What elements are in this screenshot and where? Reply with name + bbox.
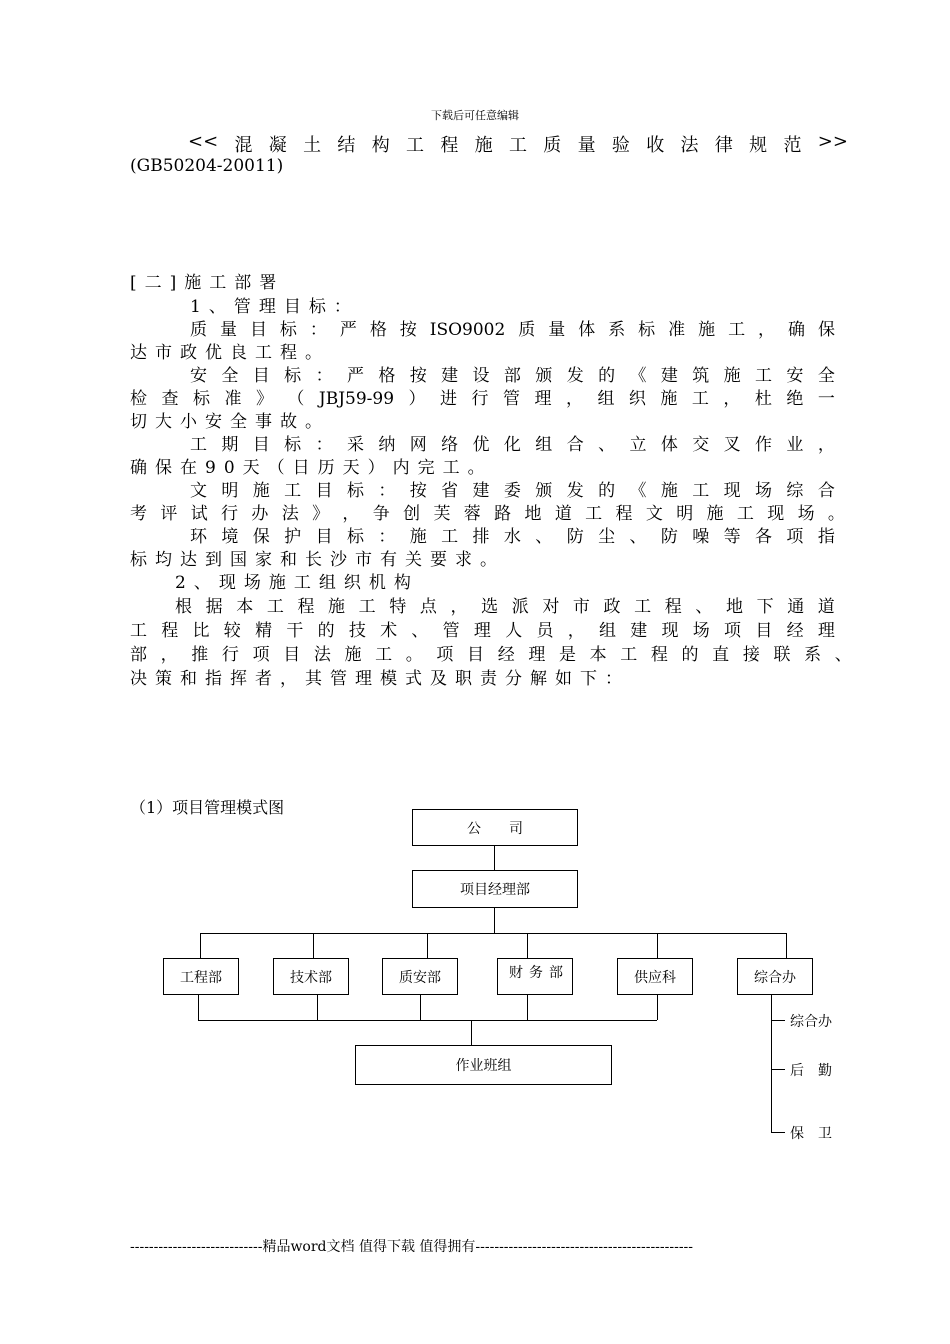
connector-line: [657, 995, 658, 1020]
text-token: 综: [786, 481, 804, 501]
text-token: 结: [337, 135, 356, 156]
text-token: 项: [252, 645, 270, 665]
text-token: ）: [408, 389, 426, 409]
sub-item-security: 保 卫: [790, 1126, 832, 1142]
environment-goal-line-2: 标均达到国家和长沙市有关要求。: [130, 550, 505, 570]
text-token: 工: [692, 481, 710, 501]
text-token: 混: [234, 135, 253, 156]
text-token: ，: [817, 435, 835, 455]
text-token: 》: [312, 504, 330, 524]
text-token: 理: [534, 389, 552, 409]
text-token: 标: [346, 481, 364, 501]
text-token: 工: [634, 597, 652, 617]
text-token: 派: [511, 597, 529, 617]
text-token: 联: [773, 645, 791, 665]
text-token: 施: [723, 366, 741, 386]
safety-goal-line-3: 切大小安全事故。: [130, 412, 330, 432]
text-token: 保: [817, 320, 835, 340]
text-token: ：: [378, 527, 396, 547]
text-token: 范: [783, 135, 802, 156]
text-token: 严: [339, 320, 357, 340]
text-token: 理: [473, 621, 491, 641]
text-token: 据: [205, 597, 223, 617]
environment-goal-line-1: [190, 526, 835, 549]
text-token: 尘: [598, 527, 616, 547]
text-token: 全: [817, 366, 835, 386]
text-token: 环: [190, 527, 207, 547]
text-token: 杜: [754, 389, 772, 409]
connector-line: [427, 933, 428, 958]
text-token: 工: [691, 389, 709, 409]
text-token: 部: [130, 645, 147, 665]
text-token: 的: [598, 481, 616, 501]
text-token: 管: [442, 621, 460, 641]
text-token: 芙: [433, 504, 451, 524]
text-token: 量: [548, 320, 566, 340]
connector-line: [494, 908, 495, 933]
text-token: ，: [567, 621, 585, 641]
department-bus-line: [200, 933, 786, 934]
text-token: 程: [161, 621, 179, 641]
text-token: ：: [378, 481, 396, 501]
text-token: 本: [589, 645, 607, 665]
connector-line: [317, 995, 318, 1020]
text-token: 》: [255, 389, 273, 409]
text-token: 优: [472, 435, 490, 455]
text-token: 现: [723, 481, 741, 501]
connector-line: [200, 933, 201, 958]
safety-goal-line-1: [190, 365, 835, 388]
text-token: 全: [221, 366, 239, 386]
text-token: 理: [528, 645, 546, 665]
text-token: 工: [266, 597, 284, 617]
schedule-goal-line-1: [190, 434, 835, 457]
connector-line: [657, 933, 658, 958]
text-token: 目: [252, 366, 270, 386]
dept-general-office-box: 综合办: [737, 958, 813, 995]
text-token: 场: [692, 621, 710, 641]
text-token: 确: [788, 320, 805, 340]
text-token: 施: [252, 481, 270, 501]
text-token: 建: [441, 366, 459, 386]
text-token: 文: [645, 504, 663, 524]
text-token: 是: [558, 645, 576, 665]
text-token: 路: [494, 504, 512, 524]
civilized-goal-line-2: [130, 503, 845, 526]
text-token: 合: [566, 435, 584, 455]
text-token: 等: [723, 527, 741, 547]
text-token: 经: [786, 621, 804, 641]
text-token: 管: [502, 389, 520, 409]
text-token: 道: [817, 597, 835, 617]
text-token: 施: [474, 135, 493, 156]
text-token: ISO9002: [429, 320, 506, 340]
text-token: 评: [160, 504, 178, 524]
goals-heading: 1、管理目标：: [190, 297, 359, 317]
text-token: JBJ59-99: [318, 389, 395, 409]
text-token: 程: [664, 597, 682, 617]
text-token: 行: [221, 504, 239, 524]
text-token: ，: [723, 389, 741, 409]
text-token: 进: [440, 389, 458, 409]
text-token: 工: [190, 435, 207, 455]
text-token: 工: [358, 597, 376, 617]
text-token: 现: [661, 621, 679, 641]
text-token: 目: [249, 320, 267, 340]
text-token: 纳: [378, 435, 396, 455]
text-token: 安: [786, 366, 804, 386]
text-token: 明: [221, 481, 239, 501]
text-token: 下: [756, 597, 774, 617]
text-token: 的: [317, 621, 335, 641]
text-token: ，: [758, 320, 776, 340]
dept-technical-box: 技术部: [273, 958, 349, 995]
text-token: 验: [611, 135, 630, 156]
text-token: 体: [660, 435, 678, 455]
connector-line: [527, 995, 528, 1020]
text-token: 法: [680, 135, 699, 156]
text-token: 防: [660, 527, 678, 547]
text-token: 采: [346, 435, 364, 455]
page-footer: ----------------------------精品word文档 值得下载 值得拥有----------------------------------------------: [130, 1239, 694, 1255]
text-token: 、: [598, 435, 616, 455]
text-token: 发: [566, 366, 584, 386]
text-token: 创: [403, 504, 421, 524]
text-token: 建: [630, 621, 648, 641]
text-token: 噪: [692, 527, 710, 547]
text-token: 工: [284, 481, 302, 501]
text-token: 安: [190, 366, 207, 386]
text-token: 法: [281, 504, 299, 524]
org-heading: 2、现场施工组织机构: [175, 573, 419, 593]
text-token: 网: [409, 435, 427, 455]
text-token: （: [287, 389, 305, 409]
text-token: 质: [518, 320, 536, 340]
text-token: 律: [714, 135, 733, 156]
text-token: 构: [371, 135, 390, 156]
text-token: 地: [725, 597, 743, 617]
text-token: 境: [221, 527, 239, 547]
text-token: 筑: [692, 366, 710, 386]
text-token: ，: [450, 597, 468, 617]
text-token: 络: [441, 435, 459, 455]
text-token: 组: [598, 621, 616, 641]
text-token: 组: [597, 389, 615, 409]
text-token: 项: [786, 527, 804, 547]
text-token: 目: [755, 621, 773, 641]
work-team-box: 作业班组: [355, 1045, 612, 1085]
text-token: 文: [190, 481, 207, 501]
text-token: 工: [755, 366, 773, 386]
page-header: 下载后可任意编辑: [431, 109, 519, 122]
text-token: 施: [698, 320, 716, 340]
text-token: 期: [221, 435, 239, 455]
text-token: 争: [372, 504, 390, 524]
text-token: 通: [787, 597, 805, 617]
text-token: 、: [411, 621, 429, 641]
text-token: 施: [409, 527, 427, 547]
text-token: 颁: [535, 366, 553, 386]
standard-code: (GB50204-20011): [130, 156, 284, 176]
text-token: 量: [219, 320, 237, 340]
text-token: 地: [524, 504, 542, 524]
text-token: ：: [309, 320, 327, 340]
text-token: 试: [190, 504, 208, 524]
text-token: 、: [535, 527, 553, 547]
text-token: 叉: [723, 435, 741, 455]
text-token: 立: [629, 435, 647, 455]
text-token: 施: [706, 504, 724, 524]
text-token: 水: [503, 527, 521, 547]
sub-item-logistics: 后 勤: [790, 1063, 832, 1079]
text-token: 的: [598, 366, 616, 386]
text-token: <<: [188, 131, 219, 152]
text-token: 项: [724, 621, 742, 641]
text-token: 省: [441, 481, 459, 501]
text-token: 部: [503, 366, 521, 386]
text-token: 目: [315, 481, 333, 501]
text-token: 目: [252, 435, 270, 455]
text-token: 项: [436, 645, 454, 665]
text-token: 目: [283, 645, 301, 665]
text-token: 建: [472, 481, 490, 501]
text-token: 收: [646, 135, 665, 156]
text-token: 理: [817, 621, 835, 641]
text-token: 选: [481, 597, 499, 617]
text-token: 干: [286, 621, 304, 641]
text-token: 。: [405, 645, 423, 665]
text-token: 格: [378, 366, 396, 386]
safety-goal-line-2: [130, 388, 835, 411]
text-token: 场: [755, 481, 773, 501]
text-token: 质: [190, 320, 207, 340]
text-token: 、: [695, 597, 713, 617]
connector-line: [313, 933, 314, 958]
text-token: 的: [681, 645, 699, 665]
text-token: ：: [315, 435, 333, 455]
project-manager-box: 项目经理部: [412, 870, 578, 908]
text-token: 化: [503, 435, 521, 455]
text-token: 建: [660, 366, 678, 386]
text-token: 接: [742, 645, 760, 665]
text-token: 标: [192, 389, 210, 409]
text-token: 按: [409, 366, 427, 386]
text-token: 发: [566, 481, 584, 501]
text-token: 。: [827, 504, 845, 524]
text-token: 办: [251, 504, 269, 524]
org-paragraph-line-1: [175, 596, 835, 619]
org-paragraph-line-4: 决策和指挥者，其管理模式及职责分解如下：: [130, 669, 630, 689]
text-token: 排: [472, 527, 490, 547]
text-token: 法: [313, 645, 331, 665]
text-token: 根: [175, 597, 192, 617]
text-token: 质: [543, 135, 562, 156]
text-token: 施: [344, 645, 362, 665]
text-token: 量: [577, 135, 596, 156]
section-heading: [二]施工部署: [130, 273, 285, 293]
text-token: 行: [221, 645, 239, 665]
text-token: 土: [303, 135, 322, 156]
text-token: 直: [712, 645, 730, 665]
text-token: 严: [346, 366, 364, 386]
text-token: 程: [650, 645, 668, 665]
schedule-goal-line-2: 确保在90天（日历天）内完工。: [130, 458, 493, 478]
text-token: 特: [389, 597, 407, 617]
connector-line: [771, 1132, 785, 1133]
text-token: 一: [817, 389, 835, 409]
text-token: 经: [497, 645, 515, 665]
connector-line: [471, 1020, 472, 1045]
text-token: 准: [224, 389, 242, 409]
text-token: 明: [676, 504, 694, 524]
text-token: >>: [817, 131, 848, 152]
text-token: 程: [615, 504, 633, 524]
text-token: 术: [380, 621, 398, 641]
text-token: 标: [638, 320, 656, 340]
connector-line: [771, 1069, 785, 1070]
text-token: 目: [315, 527, 333, 547]
text-token: 程: [440, 135, 459, 156]
text-token: 施: [660, 481, 678, 501]
text-token: 工: [375, 645, 393, 665]
text-token: 、: [834, 645, 852, 665]
text-token: 绝: [786, 389, 804, 409]
text-token: 格: [369, 320, 387, 340]
text-token: 工: [406, 135, 425, 156]
text-token: 市: [572, 597, 590, 617]
text-token: 工: [620, 645, 638, 665]
text-token: 标: [279, 320, 297, 340]
company-box: 公 司: [412, 809, 578, 846]
text-token: 织: [628, 389, 646, 409]
text-token: 较: [223, 621, 241, 641]
text-token: 比: [192, 621, 210, 641]
text-token: 按: [409, 481, 427, 501]
text-token: 工: [508, 135, 527, 156]
text-token: 检: [130, 389, 147, 409]
text-token: 护: [284, 527, 302, 547]
text-token: 本: [236, 597, 254, 617]
text-token: 蓉: [463, 504, 481, 524]
text-token: 考: [130, 504, 147, 524]
connector-line: [771, 1020, 785, 1021]
text-token: 《: [629, 366, 647, 386]
text-token: 道: [554, 504, 572, 524]
text-token: 、: [629, 527, 647, 547]
text-token: 交: [692, 435, 710, 455]
dept-finance-box: 财务部: [497, 958, 573, 995]
text-token: 设: [472, 366, 490, 386]
text-token: 查: [161, 389, 179, 409]
text-token: 点: [419, 597, 437, 617]
text-token: 施: [660, 389, 678, 409]
dept-quality-safety-box: 质安部: [382, 958, 458, 995]
text-token: 政: [603, 597, 621, 617]
connector-line: [420, 995, 421, 1020]
text-token: 现: [767, 504, 785, 524]
text-token: 指: [817, 527, 835, 547]
text-token: 目: [467, 645, 485, 665]
text-token: 工: [585, 504, 603, 524]
team-bus-line: [198, 1020, 657, 1021]
text-token: 技: [348, 621, 366, 641]
text-token: 员: [536, 621, 554, 641]
diagram-caption: （1）项目管理模式图: [130, 798, 285, 817]
text-token: 场: [797, 504, 815, 524]
text-token: 标: [284, 435, 302, 455]
quality-goal-line-2: 达市政优良工程。: [130, 343, 330, 363]
text-token: 保: [252, 527, 270, 547]
org-paragraph-line-3: [130, 644, 852, 667]
connector-line: [527, 933, 528, 958]
text-token: 对: [542, 597, 560, 617]
text-token: 工: [728, 320, 746, 340]
civilized-goal-line-1: [190, 480, 835, 503]
text-token: 准: [668, 320, 686, 340]
text-token: 凝: [268, 135, 287, 156]
text-token: ，: [342, 504, 360, 524]
text-token: 推: [191, 645, 209, 665]
text-token: 按: [399, 320, 417, 340]
text-token: 人: [505, 621, 523, 641]
dept-supply-box: 供应科: [617, 958, 693, 995]
text-token: 组: [535, 435, 553, 455]
org-paragraph-line-2: [130, 620, 835, 643]
connector-line: [198, 995, 199, 1020]
text-token: 工: [130, 621, 147, 641]
text-token: 行: [471, 389, 489, 409]
text-token: 各: [755, 527, 773, 547]
text-token: 防: [566, 527, 584, 547]
text-token: 规: [749, 135, 768, 156]
text-token: 委: [503, 481, 521, 501]
text-token: 工: [441, 527, 459, 547]
text-token: 颁: [535, 481, 553, 501]
text-token: 程: [297, 597, 315, 617]
text-token: 标: [346, 527, 364, 547]
text-token: 工: [736, 504, 754, 524]
document-title: [188, 131, 848, 157]
text-token: 体: [578, 320, 596, 340]
general-office-branch-line: [771, 995, 772, 1133]
text-token: 系: [804, 645, 822, 665]
text-token: 系: [608, 320, 626, 340]
text-token: 精: [255, 621, 273, 641]
text-token: ：: [315, 366, 333, 386]
sub-item-general-office: 综合办: [790, 1014, 832, 1030]
text-token: ，: [160, 645, 178, 665]
text-token: ，: [565, 389, 583, 409]
text-token: 《: [629, 481, 647, 501]
text-token: 作: [755, 435, 773, 455]
connector-line: [786, 933, 787, 958]
connector-line: [494, 846, 495, 870]
text-token: 业: [786, 435, 804, 455]
dept-engineering-box: 工程部: [163, 958, 239, 995]
quality-goal-line-1: [190, 319, 835, 342]
text-token: 合: [817, 481, 835, 501]
text-token: 施: [328, 597, 346, 617]
text-token: 标: [284, 366, 302, 386]
